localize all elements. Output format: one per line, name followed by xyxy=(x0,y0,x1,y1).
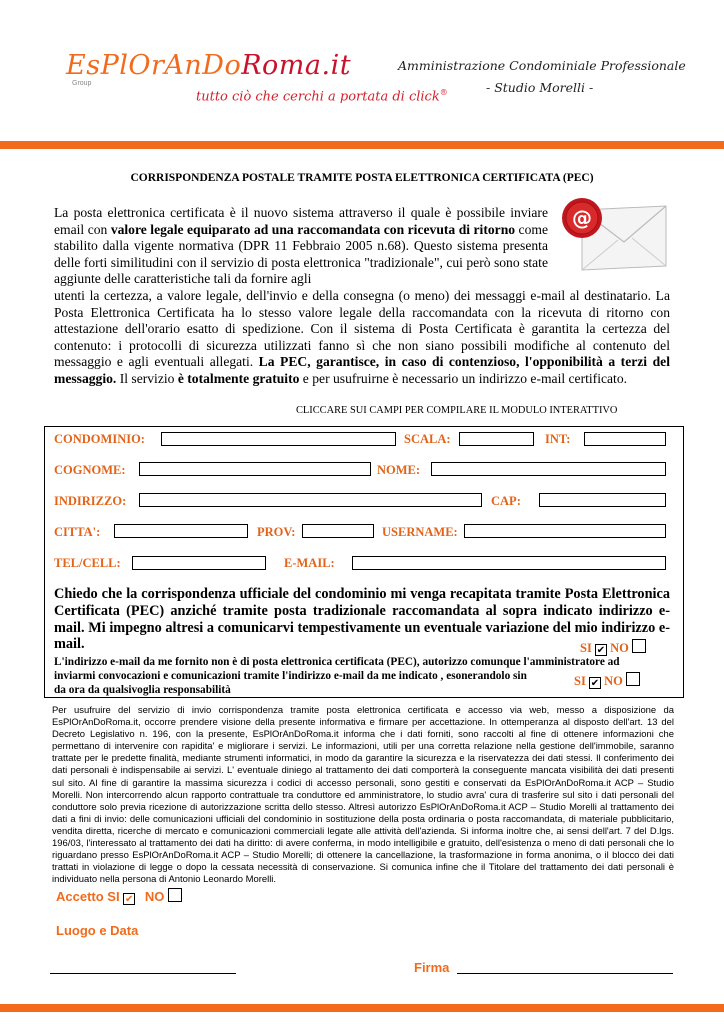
accetto-no-label: NO xyxy=(144,889,165,904)
logo-group-label: Group xyxy=(72,80,92,87)
scala-label: SCALA: xyxy=(404,432,451,446)
pec-si-checkbox[interactable]: ✔ xyxy=(596,645,606,656)
indirizzo-label: INDIRIZZO: xyxy=(54,494,127,508)
nome-field[interactable] xyxy=(431,462,666,476)
citta-label: CITTA': xyxy=(54,525,101,539)
admin-title: Amministrazione Condominiale Professionale xyxy=(398,58,686,73)
indirizzo-field[interactable] xyxy=(139,493,482,507)
scala-field[interactable] xyxy=(459,432,534,446)
pec-choice xyxy=(580,639,646,656)
firma-line[interactable] xyxy=(457,973,673,974)
accetto-si-checkbox[interactable]: ✔ xyxy=(125,894,134,905)
email-declaration-text: L'indirizzo e-mail da me fornito non è di posta elettronica certificata (PEC), autorizzo comunque l'amministratore ad inviarmi convocazioni e comunicazioni tramite l'indirizzo e-mail da me indicato , esonerandolo sin xyxy=(54,656,620,683)
pec-declaration: Chiedo che la corrispondenza ufficiale del condominio mi venga recapitata tramite Posta Elettronica Certificata (PEC) anziché tramite posta tradizionale raccomandata al sopra indicato indirizzo e-mail. Mi impegno altresi a comunicarvi tempestivamente un eventuale variazione del mio indirizzo e-mail. xyxy=(54,586,670,653)
intro-text: La posta elettronica certificata è il nuovo sistema attraverso il quale è possibile inviare email con valore legale equiparato ad una raccomandata con ricevuta di ritorno come stabilito dalla vigente normativa (DPR 11 Febbraio 2005 n.68). Questo sistema presenta delle forti similitudini con il servizio di posta elettronica "tradizionale", cui però sono state aggiunte delle caratteristiche tali da fornire agli utenti la certezza, a valore legale, dell'invio e della consegna (o meno) dei messaggi e-mail al destinatario. La Posta Elettronica Certificata ha lo stesso valore legale della raccomandata con la ricevuta di ritorno con attestazione dell'orario esatto di spedizione. Con il sistema di Posta Certificata è garantita la certezza del contenuto: i protocolli di sicurezza utilizzati fanno sì che non siano possibili modifiche al contenuto del messaggio e agli eventuali allegati. La PEC, garantisce, in caso di contenzioso, l'opponibilità a terzi del messaggio. Il servizio è totalmente gratuito e per usufruirne è necessario un indirizzo e-mail certificato. xyxy=(54,205,670,386)
logo: EsPlOrAnDoRoma.it xyxy=(66,50,352,81)
firma-label: Firma xyxy=(414,960,450,975)
prov-label: PROV: xyxy=(257,525,296,539)
email-declaration-tail: da ora da qualsivoglia responsabilità xyxy=(54,684,231,697)
email-no-label: NO xyxy=(604,674,623,688)
citta-field[interactable] xyxy=(114,524,248,538)
pec-no-checkbox[interactable] xyxy=(632,639,646,653)
luogo-data-line[interactable] xyxy=(50,973,236,974)
tel-field[interactable] xyxy=(132,556,266,570)
condominio-field[interactable] xyxy=(161,432,396,446)
svg-text:@: @ xyxy=(572,206,592,230)
email-si-label: SI xyxy=(574,674,586,688)
email-si-checkbox[interactable]: ✔ xyxy=(590,678,600,689)
username-field[interactable] xyxy=(464,524,666,538)
cap-field[interactable] xyxy=(539,493,666,507)
username-label: USERNAME: xyxy=(382,525,458,539)
luogo-data-label: Luogo e Data xyxy=(56,923,139,938)
nome-label: NOME: xyxy=(377,463,421,477)
prov-field[interactable] xyxy=(302,524,374,538)
email-field[interactable] xyxy=(352,556,666,570)
int-label: INT: xyxy=(545,432,571,446)
accetto-row xyxy=(56,888,182,905)
email-no-checkbox[interactable] xyxy=(626,672,640,686)
pec-si-label: SI xyxy=(580,641,592,655)
pec-no-label: NO xyxy=(610,641,629,655)
int-field[interactable] xyxy=(584,432,666,446)
cap-label: CAP: xyxy=(491,494,521,508)
tagline: tutto ciò che cerchi a portata di click® xyxy=(196,88,448,105)
accetto-si-label: Accetto SI xyxy=(56,889,120,904)
email-choice xyxy=(574,672,640,689)
privacy-notice: Per usufruire del servizio di invio corrispondenza tramite posta elettronica certificata e accesso via web, messo a disposizione da EsPlOrAnDoRoma.it, occorre prendere visione della presente informativa e firmare per accettazione. In ottemperanza al disposto dell'art. 13 del Decreto Legislativo n. 196, con la presente, EsPlOrAnDoRoma.it informa che i dati forniti, sono raccolti al fine di ottenere informazioni che permettano di intervenire con rapidita' e migliorare i servizi. Le informazioni, utili per una corretta relazione nella gestione dell'immobile, saranno trattate per le predette finalità, mediante strumenti informatici, in modo da garantire la sicurezza e la riservatezza dei dati stessi. Il conferimento dei dati personali è indispensabile ai servizi. L' eventuale diniego al trattamento dei dati comporterà la conseguente mancata visibilità dei dati presenti sul sito. Al fine di garantire la massima sicurezza i codici di accesso personali, sono gestiti e conservati da EsPlOrAnDoRoma.it ACP – Studio Morelli. Non intercorrendo alcun rapporto contrattuale tra conduttore ed amministratore, lo studio avra' cura di trasferire sul sito i dati personali del conduttore solo previa ricezione di autorizzazione scritta dello stesso. Altresì autorizzo EsPlOrAnDoRoma.it ACP – Studio Morelli al trattamento dei dati a fini di invio: delle comunicazioni ufficiali del condominio in sostituzione della posta ordinaria o posta raccomandata, di materiale pubblicitario, vendita diretta, ricerche di mercato e comunicazioni commerciali legate alle attività dell'azienda. Si informa inoltre che, ai sensi dell'art. 7 del D.lgs. 196/03, l'interessato al trattamento dei dati ha diritto: di avere conferma, in modo intelligibile e gratuito, dell'esistenza o meno di dati personali che lo riguardano presso EsPlOrAnDoRoma.it ACP – Studio Morelli; di ottenere la cancellazione, la trasformazione in forma anonima, o il blocco dei dati trattati in violazione di legge o dopo la cessata necessità di conservazione. Si comunica infine che il Titolare del trattamento dei dati personali è individuato nella persona di Antonio Leonardo Morelli. xyxy=(52,705,674,886)
bottom-orange-bar xyxy=(0,1004,724,1012)
cognome-field[interactable] xyxy=(139,462,371,476)
tel-label: TEL/CELL: xyxy=(54,556,121,570)
cognome-label: COGNOME: xyxy=(54,463,126,477)
click-note: CLICCARE SUI CAMPI PER COMPILARE IL MODULO INTERATTIVO xyxy=(296,405,618,416)
condominio-label: CONDOMINIO: xyxy=(54,432,145,446)
admin-subtitle: - Studio Morelli - xyxy=(486,80,594,95)
page-title: CORRISPONDENZA POSTALE TRAMITE POSTA ELETTRONICA CERTIFICATA (PEC) xyxy=(130,172,594,184)
email-label: E-MAIL: xyxy=(284,556,335,570)
top-orange-bar xyxy=(0,141,724,149)
accetto-no-checkbox[interactable] xyxy=(168,888,182,902)
